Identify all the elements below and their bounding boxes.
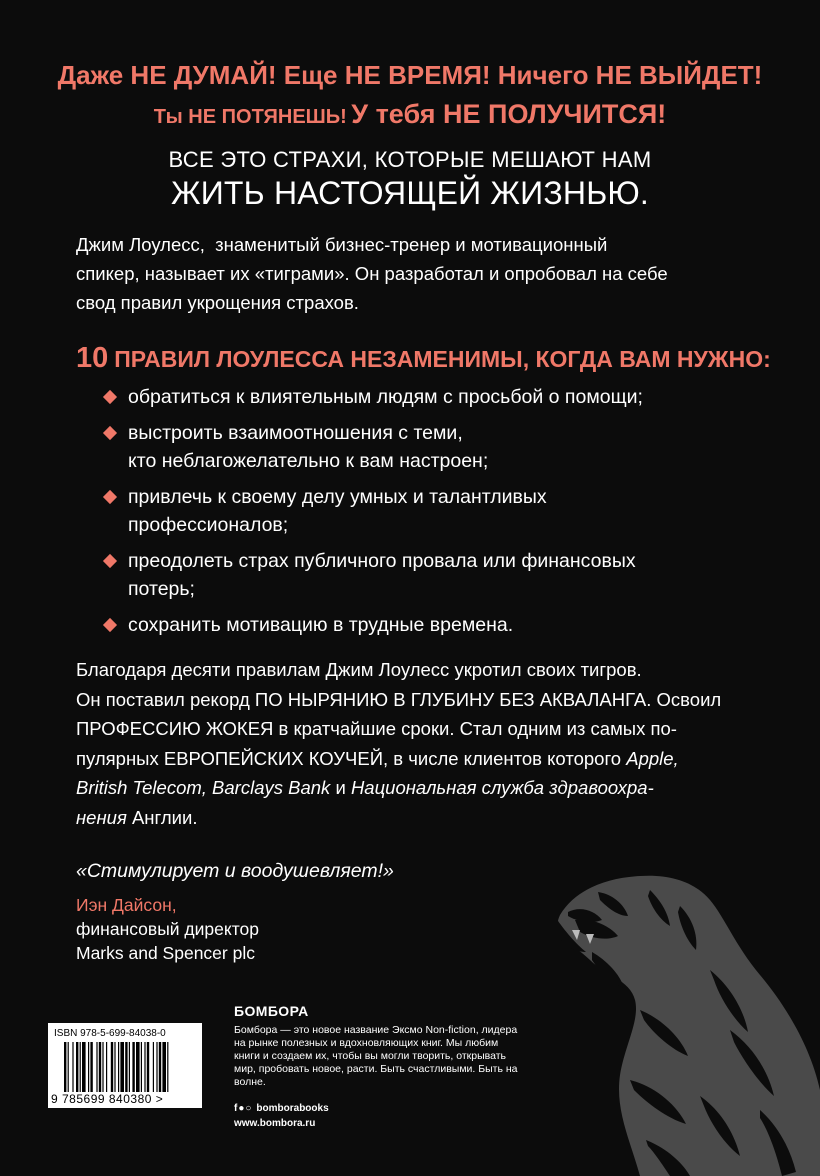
barcode-bar: [162, 1042, 166, 1092]
rule-item-text: обратиться к влиятельным людям с просьбой о помощи;: [128, 386, 643, 408]
subheadline-line-1: ВСЕ ЭТО СТРАХИ, КОТОРЫЕ МЕШАЮТ НАМ: [168, 147, 652, 172]
rule-item-text: преодолеть страх публичного провала или финансовых потерь;: [128, 550, 636, 600]
barcode-bar: [72, 1042, 73, 1092]
body-line-4-b: Apple,: [626, 747, 679, 769]
subheadline-line-2: ЖИТЬ НАСТОЯЩЕЙ ЖИЗНЬЮ.: [170, 175, 650, 211]
publisher-social: [234, 1103, 329, 1114]
barcode-bar: [76, 1042, 78, 1092]
isbn-barcode-block: [48, 1023, 202, 1108]
tiger-illustration: [520, 860, 820, 1176]
rules-list: [104, 383, 764, 647]
barcode-bar: [88, 1042, 89, 1092]
barcode-bar: [141, 1042, 142, 1092]
barcode-bar: [153, 1042, 154, 1092]
body-line-5: [76, 773, 766, 803]
rules-number: 10: [76, 342, 109, 374]
isbn-digits: 9 785699 840380 >: [51, 1092, 164, 1106]
barcode-bar: [156, 1042, 157, 1092]
rule-item: [104, 547, 764, 603]
rule-item: [104, 611, 764, 639]
social-handle[interactable]: bomborabooks: [256, 1103, 329, 1114]
barcode-bar: [144, 1042, 145, 1092]
diamond-bullet-icon: [103, 554, 117, 568]
barcode-bar: [99, 1042, 101, 1092]
intro-paragraph: [76, 230, 766, 317]
barcode-graphic: [64, 1042, 194, 1092]
body-line-3: ПРОФЕССИЮ ЖОКЕЯ в кратчайшие сроки. Стал одним из самых по-: [76, 718, 677, 739]
body-line-4-a: пулярных ЕВРОПЕЙСКИХ КОУЧЕЙ, в числе клиентов которого: [76, 747, 627, 769]
barcode-bar: [106, 1042, 107, 1092]
headline-line-2-part-2: У тебя НЕ ПОЛУЧИТСЯ!: [351, 99, 667, 129]
rule-item: [104, 483, 764, 539]
barcode-bar: [96, 1042, 97, 1092]
diamond-bullet-icon: [103, 490, 117, 504]
body-line-4: [76, 744, 766, 774]
quote-text: «Стимулирует и воодушевляет!»: [76, 860, 394, 882]
rules-title: ПРАВИЛ ЛОУЛЕССА НЕЗАМЕНИМЫ, КОГДА ВАМ НУЖНО:: [114, 346, 771, 372]
intro-line-3: свод правил укрощения страхов.: [76, 292, 359, 313]
barcode-bar: [118, 1042, 119, 1092]
diamond-bullet-icon: [103, 618, 117, 632]
rule-item: [104, 383, 764, 411]
barcode-bar: [111, 1042, 113, 1092]
quote-author: [76, 893, 259, 965]
body-line-6-b: Англии.: [126, 806, 198, 828]
headline-line-2: [0, 97, 820, 136]
body-line-5-b: и: [330, 777, 351, 798]
body-line-6: [76, 803, 766, 833]
barcode-bar: [125, 1042, 127, 1092]
social-media-icons: f●○: [234, 1103, 253, 1114]
barcode-bar: [132, 1042, 134, 1092]
body-paragraph: [76, 655, 766, 832]
barcode-bar: [102, 1042, 103, 1092]
barcode-bar: [147, 1042, 149, 1092]
publisher-website[interactable]: www.bombora.ru: [234, 1118, 316, 1129]
diamond-bullet-icon: [103, 390, 117, 404]
rule-item-text: привлечь к своему делу умных и талантливых профессионалов;: [128, 486, 547, 536]
barcode-bar: [136, 1042, 140, 1092]
barcode-bar: [129, 1042, 130, 1092]
isbn-label: ISBN 978-5-699-84038-0: [54, 1028, 166, 1039]
barcode-bar: [167, 1042, 168, 1092]
barcode-bar: [64, 1042, 66, 1092]
body-line-1: Благодаря десяти правилам Джим Лоулесс укротил своих тигров.: [76, 659, 642, 680]
rules-heading: [76, 342, 771, 375]
intro-line-2: спикер, называет их «тиграми». Он разработал и опробовал на себе: [76, 263, 668, 284]
intro-line-1: Джим Лоулесс, знаменитый бизнес-тренер и мотивационный: [76, 234, 608, 255]
diamond-bullet-icon: [103, 426, 117, 440]
body-line-2: Он поставил рекорд ПО НЫРЯНИЮ В ГЛУБИНУ БЕЗ АКВАЛАНГА. Освоил: [76, 688, 722, 710]
barcode-bar: [120, 1042, 124, 1092]
author-name: Иэн Дайсон,: [76, 895, 177, 915]
body-line-6-a: нения: [76, 806, 127, 828]
publisher-description: Бомбора — это новое название Эксмо Non-fiction, лидера на рынке полезных и вдохновляющих книг. Мы любим книги и создаем их, чтобы вы могли творить, открывать мир, пробовать новое, расти. Быть счастливыми. Быть на волне.: [234, 1024, 518, 1088]
barcode-bar: [82, 1042, 86, 1092]
rule-item-text: сохранить мотивацию в трудные времена.: [128, 614, 514, 636]
headline-line-1: Даже НЕ ДУМАЙ! Еще НЕ ВРЕМЯ! Ничего НЕ ВЫЙДЕТ!: [57, 60, 763, 90]
author-company: Marks and Spencer plc: [76, 943, 255, 963]
body-line-5-c: Национальная служба здравоохра-: [350, 777, 654, 798]
barcode-bar: [80, 1042, 81, 1092]
rule-item: [104, 419, 764, 475]
body-line-5-a: British Telecom, Barclays Bank: [76, 777, 331, 798]
publisher-name: БОМБОРА: [234, 1003, 309, 1019]
author-role: финансовый директор: [76, 919, 260, 939]
headline-line-2-part-1: Ты НЕ ПОТЯНЕШЬ!: [153, 106, 347, 128]
barcode-bar: [90, 1042, 92, 1092]
rule-item-text: выстроить взаимоотношения с теми, кто неблагожелательно к вам настроен;: [128, 422, 489, 472]
barcode-bar: [114, 1042, 115, 1092]
barcode-bar: [159, 1042, 161, 1092]
barcode-bar: [68, 1042, 69, 1092]
